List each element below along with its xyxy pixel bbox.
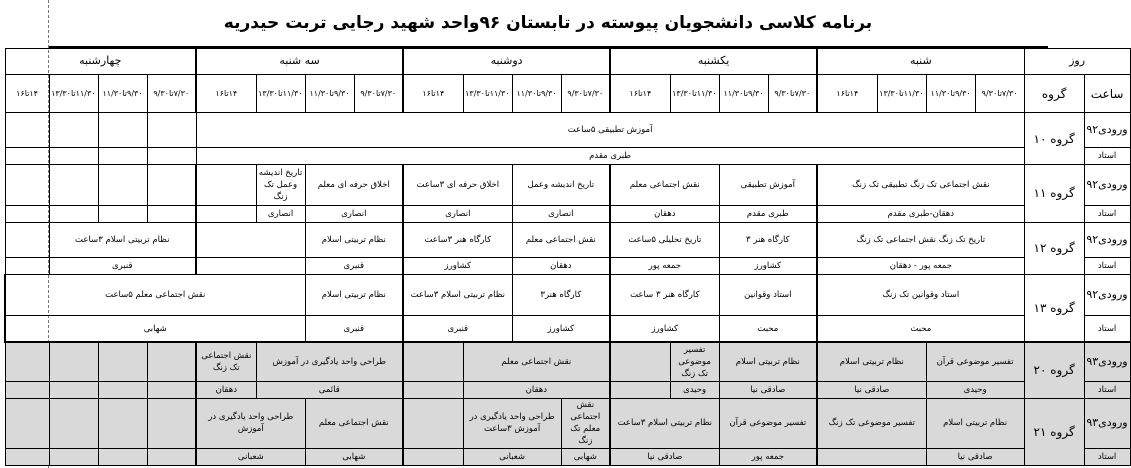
course-cell: نظام تربیتی اسلام ۳ساعت <box>403 274 512 315</box>
time-tue-3: ۱۱/۳۰تا۱۳/۳۰ <box>256 74 305 112</box>
group-12-row <box>5 222 1130 257</box>
group-13-teacher-row <box>5 315 1130 342</box>
group-10-teacher-row <box>5 148 1130 165</box>
course-cell: تفسیر موضوعی قرآن <box>926 342 1024 381</box>
group-label: گروه ۱۱ <box>1024 164 1084 222</box>
time-sun-2: ۹/۳۰تا۱۱/۳۰ <box>719 74 768 112</box>
teacher-cell: انصاری <box>403 206 512 223</box>
course-cell: کارگاه هنر ۳ ساعت <box>610 274 719 315</box>
course-cell: طراحی واحد یادگیری در آموزش <box>196 398 305 449</box>
time-header-row <box>5 74 1130 112</box>
teacher-cell: شعبانی <box>463 449 561 466</box>
cohort-label: ورودی۹۲ <box>1084 274 1130 315</box>
saat-label: ساعت <box>1084 74 1130 112</box>
course-cell: نظام تربیتی اسلام ۳ساعت <box>610 398 719 449</box>
day-sunday: یکشنبه <box>610 49 817 75</box>
teacher-cell: قنبری <box>305 257 403 274</box>
time-sun-4: ۱۴تا۱۶ <box>610 74 670 112</box>
teacher-cell: دهقان-طبری مقدم <box>817 206 1024 223</box>
time-tue-2: ۹/۳۰تا۱۱/۳۰ <box>305 74 354 112</box>
course-cell: طراحی واحد یادگیری در آموزش ۳ساعت <box>463 398 561 449</box>
teacher-label: استاد <box>1084 148 1130 165</box>
teacher-cell: انصاری <box>256 206 305 223</box>
time-mon-1: ۷/۳۰تا۹/۳۰ <box>561 74 610 112</box>
teacher-cell: قائمی <box>256 382 403 399</box>
course-cell: نظام تربیتی اسلام <box>305 274 403 315</box>
teacher-cell: محبت <box>817 315 1024 342</box>
course-cell: نظام تربیتی اسلام <box>926 398 1024 449</box>
time-wed-4: ۱۴تا۱۶ <box>5 74 49 112</box>
group-21-row <box>5 398 1130 449</box>
cohort-label: ورودی۹۳ <box>1084 398 1130 449</box>
cohort-label: ورودی۹۳ <box>1084 342 1130 381</box>
group-label: گروه ۱۲ <box>1024 222 1084 274</box>
course-cell: اخلاق حرفه ای ۳ساعت <box>403 164 512 205</box>
group-20-teacher-row <box>5 382 1130 399</box>
day-monday: دوشنبه <box>403 49 610 75</box>
teacher-cell: انصاری <box>512 206 610 223</box>
group-label: گروه ۱۰ <box>1024 113 1084 165</box>
course-cell: تفسیر موضوعی قرآن <box>719 398 817 449</box>
teacher-cell: دهقان <box>463 382 610 399</box>
teacher-cell: صادقی نیا <box>610 449 719 466</box>
teacher-cell: صادقی نیا <box>926 449 1024 466</box>
course-cell: کارگاه هنر ۳ <box>719 222 817 257</box>
time-mon-2: ۹/۳۰تا۱۱/۳۰ <box>512 74 561 112</box>
group-20-row <box>5 342 1130 381</box>
teacher-cell: انصاری <box>305 206 403 223</box>
rooz-label: روز <box>1024 49 1130 75</box>
goroh-label: گروه <box>1024 74 1084 112</box>
course-cell: نقش اجتماعی معلم ۵ساعت <box>5 274 305 315</box>
teacher-cell: کشاورز <box>403 257 512 274</box>
course-cell: کارگاه هنر۳ <box>512 274 610 315</box>
time-mon-4: ۱۴تا۱۶ <box>403 74 463 112</box>
course-cell: نظام تربیتی اسلام <box>719 342 817 381</box>
course-cell: نظام تربیتی اسلام <box>305 222 403 257</box>
teacher-cell: شعبانی <box>196 449 305 466</box>
course-cell: نقش اجتماعی معلم <box>512 222 610 257</box>
teacher-cell: طبری مقدم <box>719 206 817 223</box>
teacher-cell: وحیدی <box>926 382 1024 399</box>
teacher-cell: کشاورز <box>512 315 610 342</box>
course-cell: طراحی واحد یادگیری در آموزش <box>256 342 403 381</box>
teacher-cell: شهابی <box>305 449 403 466</box>
time-mon-3: ۱۱/۳۰تا۱۳/۳۰ <box>463 74 512 112</box>
teacher-label: استاد <box>1084 315 1130 342</box>
day-saturday: شنبه <box>817 49 1024 75</box>
time-wed-3: ۱۱/۳۰تا۱۳/۳۰ <box>49 74 98 112</box>
teacher-cell: دهقان <box>512 257 610 274</box>
time-sun-1: ۷/۳۰تا۹/۳۰ <box>768 74 817 112</box>
group-label: گروه ۲۱ <box>1024 398 1084 465</box>
teacher-cell: شهابی <box>561 449 610 466</box>
course-cell: نقش اجتماعی معلم تک زنگ <box>561 398 610 449</box>
group-label: گروه ۱۳ <box>1024 274 1084 342</box>
time-sat-4: ۱۴تا۱۶ <box>817 74 877 112</box>
course-cell: نظام تربیتی اسلام <box>817 342 926 381</box>
course-cell: نقش اجتماعی معلم <box>305 398 403 449</box>
course-cell: نقش اجتماعی معلم <box>463 342 610 381</box>
teacher-cell: محبت <box>719 315 817 342</box>
teacher-label: استاد <box>1084 449 1130 466</box>
course-cell: تاریخ تحلیلی ۵ساعت <box>610 222 719 257</box>
page-title: برنامه کلاسی دانشجویان پیوسته در تابستان ۹۶واحد شهید رجایی تربت حیدریه <box>48 0 1048 48</box>
course-cell: نقش اجتماعی معلم <box>610 164 719 205</box>
time-tue-1: ۷/۳۰تا۹/۳۰ <box>354 74 403 112</box>
teacher-cell: دهقان <box>610 206 719 223</box>
course-cell: آموزش تطبیقی <box>719 164 817 205</box>
teacher-cell: جمعه پور <box>719 449 817 466</box>
group-10-row <box>5 113 1130 148</box>
course-cell: استاد وقوانین تک زنگ <box>817 274 1024 315</box>
course-cell: نقش اجتماعی تک زنگ <box>196 342 256 381</box>
group-11-row <box>5 164 1130 205</box>
time-wed-2: ۹/۳۰تا۱۱/۳۰ <box>98 74 147 112</box>
cohort-label: ورودی۹۲ <box>1084 113 1130 148</box>
cohort-label: ورودی۹۲ <box>1084 222 1130 257</box>
course-cell: تاریخ تک زنگ نقش اجتماعی تک زنگ <box>817 222 1024 257</box>
time-sun-3: ۱۱/۳۰تا۱۳/۳۰ <box>670 74 719 112</box>
course-cell: آموزش تطبیقی ۵ساعت <box>196 113 1024 148</box>
group-12-teacher-row <box>5 257 1130 274</box>
course-cell: استاد وقوانین <box>719 274 817 315</box>
cohort-label: ورودی۹۲ <box>1084 164 1130 205</box>
time-tue-4: ۱۴تا۱۶ <box>196 74 256 112</box>
time-sat-2: ۹/۳۰تا۱۱/۳۰ <box>926 74 975 112</box>
group-11-teacher-row <box>5 206 1130 223</box>
schedule-table <box>4 48 1131 466</box>
course-cell: تاریخ اندیشه وعمل <box>512 164 610 205</box>
teacher-cell: وحیدی <box>670 382 719 399</box>
time-sat-3: ۱۱/۳۰تا۱۳/۳۰ <box>877 74 926 112</box>
day-wednesday: چهارشنبه <box>5 49 196 75</box>
time-sat-1: ۷/۳۰تا۹/۳۰ <box>975 74 1024 112</box>
teacher-cell: جمعه پور <box>610 257 719 274</box>
group-13-row <box>5 274 1130 315</box>
course-cell: تفسیر موضوعی تک زنگ <box>817 398 926 449</box>
group-label: گروه ۲۰ <box>1024 342 1084 398</box>
course-cell: تفسیر موضوعی تک زنگ <box>670 342 719 381</box>
course-cell: اخلاق حرفه ای معلم <box>305 164 403 205</box>
teacher-cell: قنبری <box>49 257 196 274</box>
teacher-cell: دهقان <box>196 382 256 399</box>
teacher-label: استاد <box>1084 382 1130 399</box>
teacher-cell: صادقی نیا <box>817 382 926 399</box>
day-tuesday: سه شنبه <box>196 49 403 75</box>
course-cell: تاریخ اندیشه وعمل تک زنگ <box>256 164 305 205</box>
teacher-cell: قنبری <box>403 315 512 342</box>
teacher-label: استاد <box>1084 206 1130 223</box>
time-wed-1: ۷/۳۰تا۹/۳۰ <box>147 74 196 112</box>
course-cell: نقش اجتماعی تک زنگ تطبیقی تک زنگ <box>817 164 1024 205</box>
teacher-cell: کشاورز <box>719 257 817 274</box>
teacher-cell: صادقی نیا <box>719 382 817 399</box>
teacher-cell: کشاورز <box>610 315 719 342</box>
group-21-teacher-row <box>5 449 1130 466</box>
teacher-cell: جمعه پور - دهقان <box>817 257 1024 274</box>
day-header-row <box>5 49 1130 75</box>
teacher-label: استاد <box>1084 257 1130 274</box>
teacher-cell: طبری مقدم <box>196 148 1024 165</box>
teacher-cell: شهابی <box>5 315 305 342</box>
teacher-cell: قنبری <box>305 315 403 342</box>
course-cell: نظام تربیتی اسلام ۳ساعت <box>49 222 196 257</box>
course-cell: کارگاه هنر ۳ساعت <box>403 222 512 257</box>
